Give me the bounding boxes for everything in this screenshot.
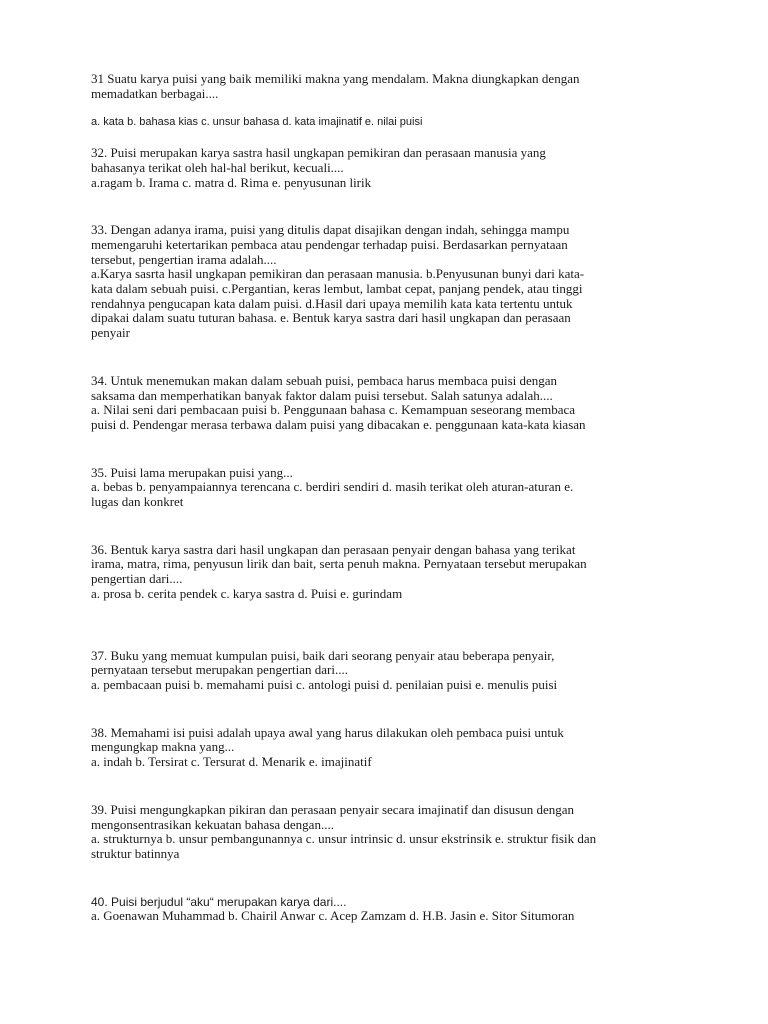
question-31: 31 Suatu karya puisi yang baik memiliki makna yang mendalam. Makna diungkapkan dengan memadatkan berbagai....: [91, 71, 580, 101]
question-32: 32. Puisi merupakan karya sastra hasil ungkapan pemikiran dan perasaan manusia yang bahasanya terikat oleh hal-hal berikut, kecuali.... a.ragam b. Irama c. matra d. Rima e. penyusunan lirik: [91, 145, 546, 190]
document-page: [91, 72, 691, 924]
question-40-stem: 40. Puisi berjudul “aku“ merupakan karya dari....: [91, 894, 347, 909]
question-36: 36. Bentuk karya sastra dari hasil ungkapan dan perasaan penyair dengan bahasa yang terikat irama, matra, rima, penyusun lirik dan bait, serta penuh makna. Pernyataan tersebut merupakan pengertian dari.... a. prosa b. cerita pendek c. karya sastra d. Puisi e. gurindam: [91, 541, 587, 601]
question-31-options: a. kata b. bahasa kias c. unsur bahasa d. kata imajinatif e. nilai puisi: [91, 116, 423, 129]
question-34: 34. Untuk menemukan makan dalam sebuah puisi, pembaca harus membaca puisi dengan saksama dan memperhatikan banyak faktor dalam puisi tersebut. Salah satunya adalah.... a. Nilai seni dari pembacaan puisi b. Penggunaan bahasa c. Kemampuan seseorang membaca puisi d. Pendengar merasa terbawa dalam puisi yang dibacakan e. penggunaan kata-kata kiasan: [91, 372, 586, 432]
question-40-options: a. Goenawan Muhammad b. Chairil Anwar c. Acep Zamzam d. H.B. Jasin e. Sitor Situmoran: [91, 908, 575, 924]
question-38: 38. Memahami isi puisi adalah upaya awal yang harus dilakukan oleh pembaca puisi untuk mengungkap makna yang... a. indah b. Tersirat c. Tersurat d. Menarik e. imajinatif: [91, 724, 564, 770]
question-40: [91, 895, 691, 910]
question-33: 33. Dengan adanya irama, puisi yang ditulis dapat disajikan dengan indah, sehingga mampu memengaruhi ketertarikan pembaca atau pendengar terhadap puisi. Berdasarkan pernyataan tersebut, pengertian irama adalah.... a.Karya sasrta hasil ungkapan pemikiran dan perasaan manusia. b.Penyusunan bunyi dari kata- kata dalam sebuah puisi. c.Pergantian, keras lembut, lambat cepat, panjang pendek, atau tinggi rendahnya pengucapan kata dalam puisi. d.Hasil dari upaya memilih kata kata tertentu untuk dipakai dalam suatu tuturan bahasa. e. Bentuk karya sastra dari hasil ungkapan dan perasaan penyair: [91, 222, 585, 341]
question-39: 39. Puisi mengungkapkan pikiran dan perasaan penyair secara imajinatif dan disusun dengan mengonsentrasikan kekuatan bahasa dengan.... a. strukturnya b. unsur pembangunannya c. unsur intrinsic d. unsur ekstrinsik e. struktur fisik dan struktur batinnya: [91, 801, 597, 861]
question-37: 37. Buku yang memuat kumpulan puisi, baik dari seorang penyair atau beberapa penyair, pernyataan tersebut merupakan pengertian dari.... a. pembacaan puisi b. memahami puisi c. antologi puisi d. penilaian puisi e. menulis puisi: [91, 647, 558, 692]
question-35: 35. Puisi lama merupakan puisi yang... a. bebas b. penyampaiannya terencana c. berdiri sendiri d. masih terikat oleh aturan-aturan e. lugas dan konkret: [91, 464, 574, 510]
